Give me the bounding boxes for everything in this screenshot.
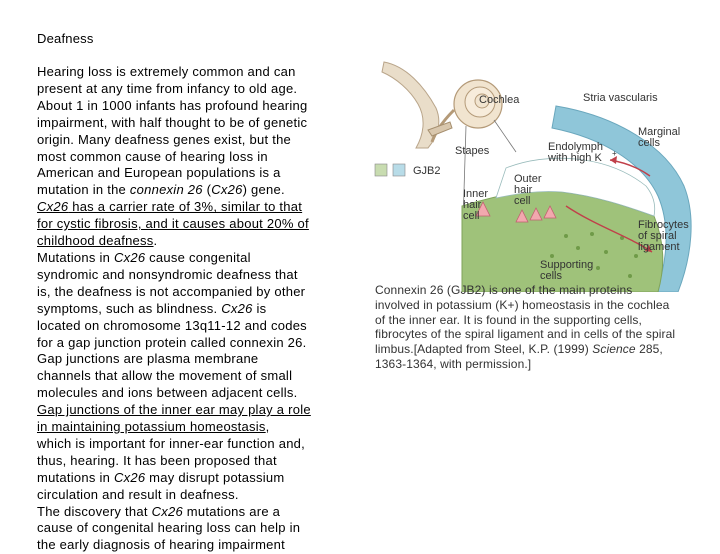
text-run: The discovery that — [37, 503, 152, 519]
text-run: Gap junctions are plasma membrane — [37, 351, 259, 367]
text-run: is, the deafness is not accompanied by other — [37, 283, 306, 299]
text-run: Cx26 — [113, 469, 146, 485]
label-inner-hair: cell — [463, 210, 480, 222]
body-line — [37, 385, 347, 402]
text-run: Cx26 — [37, 199, 69, 215]
label-outer-hair: cell — [514, 195, 531, 207]
text-run: Gap junctions of the inner ear may play a role — [37, 402, 311, 418]
text-run: mutations are a — [182, 503, 281, 519]
text-run: may disrupt potassium — [145, 469, 285, 485]
text-run: most common cause of hearing loss in — [37, 148, 268, 164]
label-outer-hair: hair — [514, 184, 533, 196]
text-run: Hearing loss is extremely common and can — [37, 64, 296, 79]
body-line — [37, 368, 347, 385]
label-endolymph: Endolymph — [548, 141, 604, 153]
label-marginal: Marginal — [638, 126, 681, 138]
label-cochlea: Cochlea — [479, 94, 520, 106]
body-line — [37, 301, 347, 318]
gjb2-blue-swatch — [393, 164, 405, 176]
text-run: ) gene. — [242, 182, 285, 198]
label-gjb2: GJB2 — [413, 165, 441, 177]
caption-line — [375, 298, 705, 313]
text-run: is — [252, 300, 267, 316]
body-line — [37, 335, 347, 352]
figure-caption — [375, 283, 705, 372]
text-run: Mutations in — [37, 249, 114, 265]
text-run: mutations in — [37, 469, 114, 485]
text-run: circulation and result in deafness. — [37, 486, 239, 502]
body-line — [37, 470, 347, 487]
label-marginal: cells — [638, 137, 661, 149]
body-line — [37, 436, 347, 453]
label-fibrocytes: Fibrocytes — [638, 219, 689, 231]
text-run: for a gap junction protein called connexin 26. — [37, 334, 307, 350]
text-run: has a carrier rate of 3%, similar to that — [68, 199, 303, 215]
label-fibrocytes: ligament — [638, 241, 680, 253]
caption-line — [375, 283, 705, 298]
text-run: Cx26 — [221, 300, 253, 316]
text-run: in maintaining potassium homeostasis — [37, 419, 266, 435]
cochlea-shape — [432, 80, 502, 142]
text-run: childhood deafness — [37, 233, 154, 249]
label-inner-hair: Inner — [463, 188, 489, 200]
body-line — [37, 504, 347, 521]
text-run: involved in potassium (K+) homeostasis in the cochlea — [375, 297, 670, 312]
body-line — [37, 64, 347, 81]
text-run: American and European populations is a — [37, 165, 281, 181]
body-line — [37, 318, 347, 335]
text-run: cause of congenital hearing loss can help in — [37, 520, 301, 536]
text-run: origin. Many deafness genes exist, but the — [37, 131, 292, 147]
gjb2-green-swatch — [375, 164, 387, 176]
body-line — [37, 132, 347, 149]
body-line — [37, 216, 347, 233]
body-line — [37, 419, 347, 436]
text-run: for cystic fibrosis, and it causes about 20% of — [37, 216, 309, 232]
text-run: channels that allow the movement of small — [37, 368, 293, 384]
text-run: 285, — [635, 342, 663, 357]
label-endolymph: + — [612, 149, 617, 158]
text-run: Connexin 26 (GJB2) is one of the main proteins — [375, 283, 633, 297]
label-inner-hair: hair — [463, 199, 482, 211]
body-line — [37, 351, 347, 368]
text-run: , — [265, 419, 270, 435]
caption-line — [375, 313, 705, 328]
label-stria: Stria vascularis — [583, 92, 658, 104]
body-line — [37, 487, 347, 504]
body-line — [37, 402, 347, 419]
body-line — [37, 520, 347, 537]
label-endolymph: with high K — [548, 152, 602, 164]
body-line — [37, 149, 347, 166]
body-text — [37, 64, 347, 554]
caption-line — [375, 357, 705, 372]
caption-line — [375, 342, 705, 357]
text-run: which is important for inner-ear function and, — [37, 435, 306, 451]
text-run: Science — [592, 342, 636, 357]
text-run: symptoms, such as blindness. — [37, 300, 222, 316]
body-line — [37, 267, 347, 284]
text-run: 1363-1364, with permission.] — [375, 356, 532, 371]
text-run: impairment, with half thought to be of genetic — [37, 114, 308, 130]
text-run: mutation in the — [37, 182, 130, 198]
ear-outline — [382, 62, 439, 148]
text-run: thus, hearing. It has been proposed that — [37, 452, 277, 468]
text-run: the early diagnosis of hearing impairment — [37, 537, 285, 553]
label-fibrocytes: of spiral — [638, 230, 677, 242]
text-run: of the inner ear. It is found in the supporting cells, — [375, 312, 642, 327]
text-run: connexin 26 — [129, 182, 203, 198]
body-line — [37, 182, 347, 199]
text-run: Cx26 — [113, 249, 146, 265]
label-stapes: Stapes — [455, 145, 490, 157]
cochlea-diagram — [366, 56, 706, 292]
text-run: syndromic and nonsyndromic deafness that — [37, 266, 298, 282]
body-line — [37, 453, 347, 470]
text-run: cause congenital — [145, 249, 251, 265]
text-run: fibrocytes of the spiral ligament and in cells of the spiral — [375, 327, 676, 342]
text-run: Cx26 — [151, 503, 183, 519]
caption-line — [375, 327, 705, 342]
body-line — [37, 98, 347, 115]
text-run: molecules and ions between adjacent cells. — [37, 385, 298, 401]
label-outer-hair: Outer — [514, 173, 542, 185]
text-run: limbus.[Adapted from Steel, K.P. (1999) — [375, 342, 593, 357]
label-supporting: cells — [540, 270, 563, 282]
text-run: present at any time from infancy to old age. — [37, 80, 298, 96]
label-supporting: Supporting — [540, 259, 594, 271]
body-line — [37, 284, 347, 301]
page-title: Deafness — [37, 31, 94, 46]
text-run: About 1 in 1000 infants has profound hearing — [37, 97, 308, 113]
body-line — [37, 199, 347, 216]
text-run: ( — [202, 182, 212, 198]
body-line — [37, 81, 347, 98]
text-run: located on chromosome 13q11-12 and codes — [37, 317, 307, 333]
body-line — [37, 233, 347, 250]
body-line — [37, 115, 347, 132]
body-line — [37, 250, 347, 267]
text-run: Cx26 — [211, 182, 243, 198]
body-line — [37, 165, 347, 182]
text-run: . — [153, 233, 158, 249]
